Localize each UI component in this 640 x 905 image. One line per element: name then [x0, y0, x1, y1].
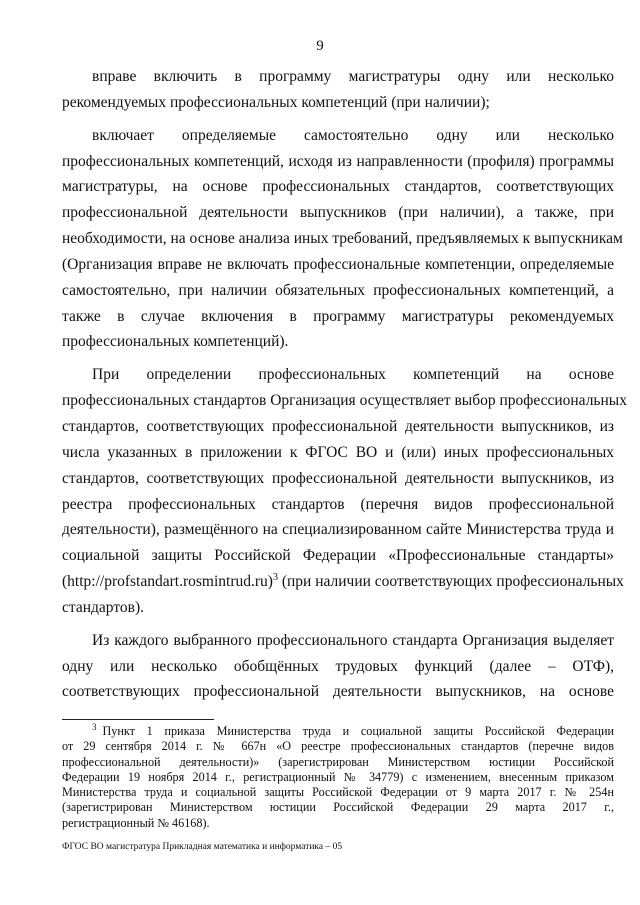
- text-line: социальной защиты Российской Федерации «Профессиональные стандарты»: [62, 547, 614, 565]
- footnote-line: от 29 сентября 2014 г. № 667н «О реестре профессиональных стандартов (перечне видов: [62, 739, 614, 754]
- text-line: числа указанных в приложении к ФГОС ВО и (или) иных профессиональных: [62, 443, 614, 461]
- footnote-reference: 3: [272, 571, 278, 583]
- text-line: профессиональной деятельности выпускников (при наличии), а также, при: [62, 204, 614, 222]
- text-line-with-footnote-ref: [62, 569, 624, 595]
- text-line: Из каждого выбранного профессионального стандарта Организация выделяет: [92, 631, 614, 649]
- text-line: профессиональных компетенций, исходя из направленности (профиля) программы: [62, 152, 614, 170]
- text-line: деятельности), размещённого на специализированном сайте Министерства труда и: [62, 521, 614, 539]
- page-number: 9: [316, 38, 324, 54]
- text-line: самостоятельно, при наличии обязательных профессиональных компетенций, а: [62, 281, 614, 299]
- text-line: вправе включить в программу магистратуры одну или несколько: [92, 68, 614, 85]
- footnote-line: Министерства труда и социальной защиты Российской Федерации от 9 марта 2017 г. № 254н: [62, 785, 614, 800]
- text-line: стандартов).: [62, 598, 145, 616]
- text-line: также в случае включения в программу магистратуры рекомендуемых: [62, 307, 614, 325]
- footnote: [62, 721, 614, 831]
- page-footer: ФГОС ВО магистратура Прикладная математика и информатика – 05: [62, 842, 343, 852]
- paragraph: [62, 123, 623, 356]
- paragraph: [62, 64, 614, 116]
- website-url: (http://profstandart.rosmintrud.ru): [62, 573, 273, 591]
- body-text: [62, 64, 627, 705]
- text-line: необходимости, на основе анализа иных требований, предъявляемых к выпускникам: [62, 230, 623, 248]
- text-line: профессиональных компетенций).: [62, 333, 289, 351]
- text-line: При определении профессиональных компетенций на основе: [92, 366, 614, 384]
- text-line: рекомендуемых профессиональных компетенций (при наличии);: [62, 93, 490, 111]
- footnote-marker: 3: [92, 721, 97, 732]
- text-line: стандартов, соответствующих профессиональной деятельности выпускников, из: [62, 417, 614, 435]
- footnote-line: регистрационный № 46168).: [62, 815, 210, 830]
- text-line: магистратуры, на основе профессиональных стандартов, соответствующих: [62, 178, 614, 196]
- footnote-line: (зарегистрирован Министерством юстиции Российской Федерации 29 марта 2017 г.,: [62, 800, 614, 815]
- text-line: реестра профессиональных стандартов (перечня видов профессиональной: [62, 495, 614, 513]
- footnote-line: [62, 721, 614, 739]
- footnote-line: профессиональной деятельности)» (зарегистрирован Министерством юстиции Российской: [62, 754, 614, 769]
- footnote-line: Федерации 19 ноября 2014 г., регистрационный № 34779) с изменением, внесенным приказом: [62, 769, 614, 784]
- text-line: профессиональных стандартов Организация осуществляет выбор профессиональных: [62, 392, 627, 410]
- paragraph: [62, 362, 627, 620]
- text-line: соответствующих профессиональной деятельности выпускников, на основе: [62, 683, 614, 701]
- footnote-text: Пункт 1 приказа Министерства труда и социальной защиты Российской Федерации: [102, 724, 614, 738]
- paragraph: [62, 628, 614, 706]
- text-line: стандартов, соответствующих профессиональной деятельности выпускников, из: [62, 469, 614, 487]
- text-line: одну или несколько обобщённых трудовых функций (далее – ОТФ),: [62, 657, 614, 675]
- text-line: (Организация вправе не включать профессиональные компетенции, определяемые: [62, 255, 614, 273]
- footnote-divider: [62, 719, 214, 720]
- text-fragment: (при наличии соответствующих профессиональных: [277, 573, 624, 591]
- text-line: включает определяемые самостоятельно одну или несколько: [92, 126, 614, 144]
